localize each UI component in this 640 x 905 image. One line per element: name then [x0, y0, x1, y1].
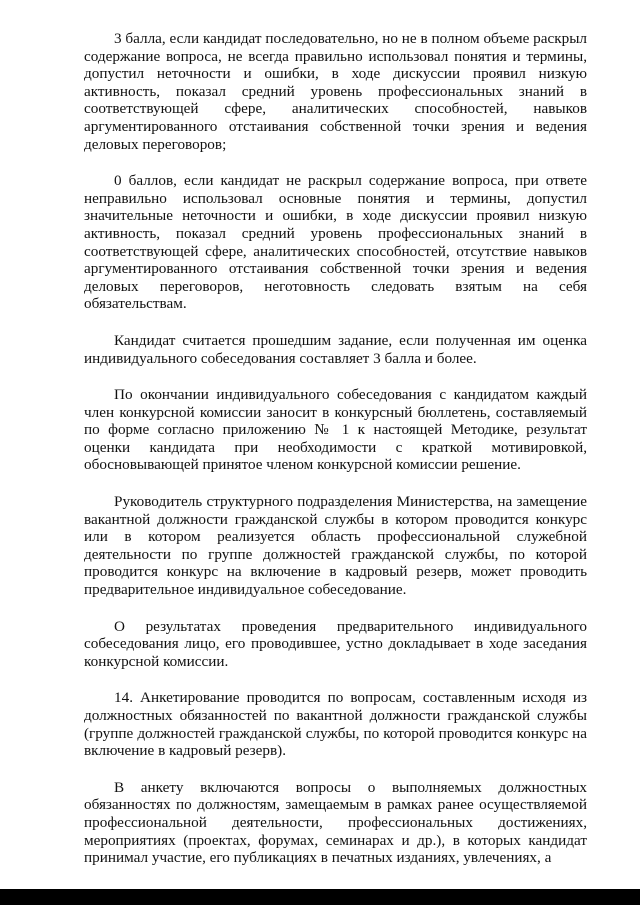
- scan-bottom-edge: [0, 889, 640, 905]
- document-body: [84, 30, 587, 867]
- paragraph-ballot: По окончании индивидуального собеседования с кандидатом каждый член конкурсной комиссии заносит в конкурсный бюллетень, составляемый по форме согласно приложению № 1 к настоящей Методике, результат оценки кандидата при необходимости с краткой мотивировкой, обосновывающей принятое членом конкурсной комиссии решение.: [84, 386, 587, 474]
- paragraph-questionnaire-content: В анкету включаются вопросы о выполняемых должностных обязанностях по должностям, замещаемым в рамках ранее осуществляемой профессиональной деятельности, профессиональных достижениях, мероприятиях (проектах, форумах, семинарах и др.), в которых кандидат принимал участие, его публикациях в печатных изданиях, увлечениях, а: [84, 778, 587, 867]
- paragraph-report: О результатах проведения предварительного индивидуального собеседования лицо, его проводившее, устно докладывает в ходе заседания конкурсной комиссии.: [84, 617, 587, 670]
- paragraph-questionnaire: 14. Анкетирование проводится по вопросам, составленным исходя из должностных обязанностей по вакантной должности гражданской службы (группе должностей гражданской службы, по которой проводится конкурс на включение в кадровый резерв).: [84, 689, 587, 760]
- paragraph-score-0: 0 баллов, если кандидат не раскрыл содержание вопроса, при ответе неправильно использовал основные понятия и термины, допустил значительные неточности и ошибки, в ходе дискуссии проявил низкую активность, показал средний уровень профессиональных знаний в соответствующей сфере, аналитических способностей, отсутствие навыков аргументированного отстаивания собственной точки зрения и ведения деловых переговоров, неготовность следовать взятым на себя обязательствам.: [84, 172, 587, 313]
- paragraph-pass-criterion: Кандидат считается прошедшим задание, если полученная им оценка индивидуального собеседования составляет 3 балла и более.: [84, 331, 587, 367]
- paragraph-preliminary-interview: Руководитель структурного подразделения Министерства, на замещение вакантной должности гражданской службы в котором проводится конкурс или в котором реализуется область профессиональной служебной деятельности по группе должностей гражданской службы, по которой проводится конкурс на включение в кадровый резерв, может проводить предварительное индивидуальное собеседование.: [84, 493, 587, 599]
- paragraph-score-3: 3 балла, если кандидат последовательно, но не в полном объеме раскрыл содержание вопроса, не всегда правильно использовал понятия и термины, допустил неточности и ошибки, в ходе дискуссии проявил низкую активность, показал средний уровень профессиональных знаний в соответствующей сфере, аналитических способностей, навыков аргументированного отстаивания собственной точки зрения и ведения деловых переговоров;: [84, 30, 587, 153]
